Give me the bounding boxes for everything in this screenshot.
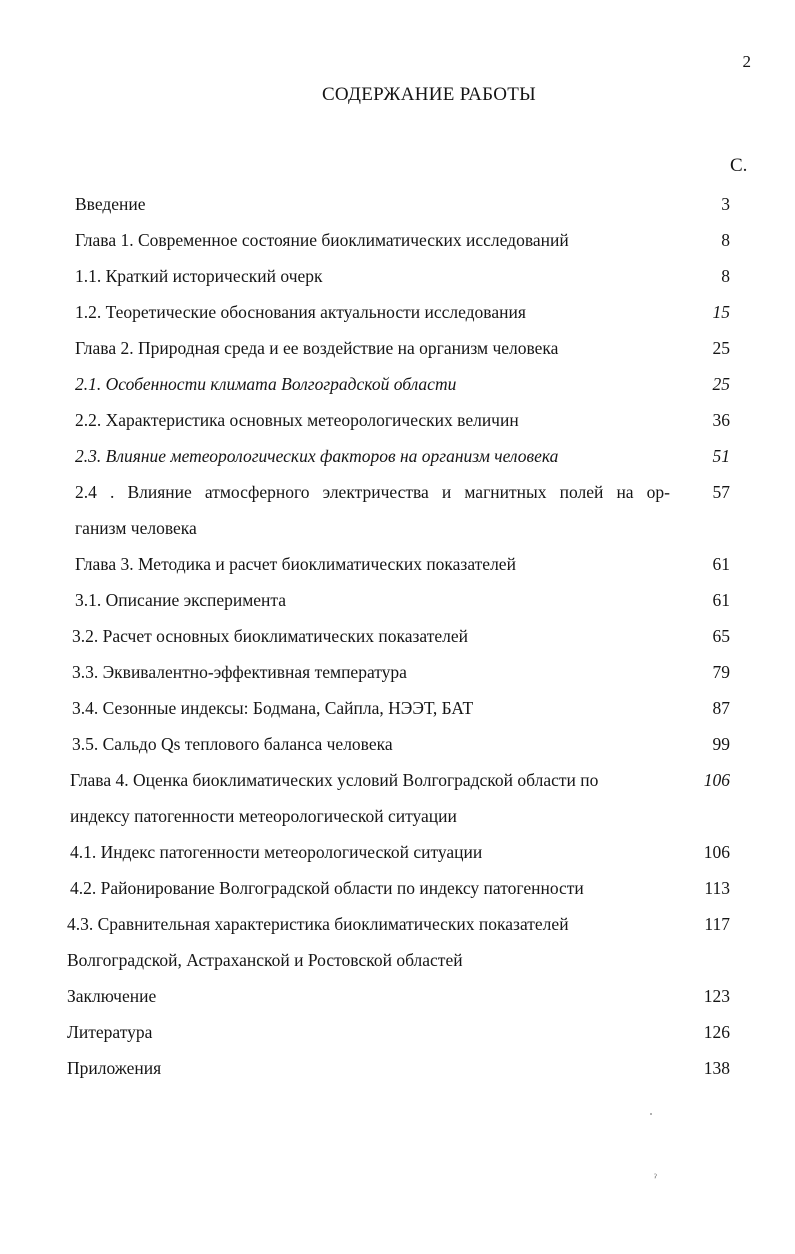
toc-entry-title: 3.5. Сальдо Qs теплового баланса человека xyxy=(72,734,393,754)
toc-entry-3-1 xyxy=(0,582,795,618)
toc-entry-page: 57 xyxy=(712,482,730,502)
toc-entry-4-3 xyxy=(0,906,795,978)
toc-entry-page: 126 xyxy=(703,1022,730,1042)
toc-entry-page: 87 xyxy=(712,698,730,718)
toc-entry-title: Заключение xyxy=(67,986,157,1006)
toc-entry-title: Введение xyxy=(75,194,146,214)
toc-entry-title-line-2: Волгоградской, Астраханской и Ростовской областей xyxy=(67,950,463,970)
toc-entry-page: 117 xyxy=(704,914,730,934)
toc-entry-title-line-2: индексу патогенности метеорологической ситуации xyxy=(70,806,457,826)
toc-entry-title-line-1: Глава 4. Оценка биоклиматических условий Волгоградской области по xyxy=(70,770,599,790)
toc-entry-title: 1.2. Теоретические обоснования актуальности исследования xyxy=(75,302,526,322)
toc-entry-title-line-1: 4.3. Сравнительная характеристика биоклиматических показателей xyxy=(67,914,569,934)
toc-entry-title: 3.4. Сезонные индексы: Бодмана, Сайпла, НЭЭТ, БАТ xyxy=(72,698,474,718)
toc-entry-page: 25 xyxy=(712,374,730,394)
toc-entry-1-2 xyxy=(0,294,795,330)
toc-entry-2-3 xyxy=(0,438,795,474)
toc-entry-title: Приложения xyxy=(67,1058,162,1078)
page-column-label: С. xyxy=(730,155,748,176)
toc-entry-page: 8 xyxy=(721,266,730,286)
table-of-contents xyxy=(0,186,795,1086)
toc-entry-title: 3.1. Описание эксперимента xyxy=(75,590,287,610)
toc-entry-3-3 xyxy=(0,654,795,690)
scan-speck xyxy=(650,1113,652,1115)
toc-entry-2-4 xyxy=(0,474,795,546)
toc-entry-page: 15 xyxy=(712,302,730,322)
toc-entry-2-1 xyxy=(0,366,795,402)
toc-entry-title: Глава 2. Природная среда и ее воздействие на организм человека xyxy=(75,338,559,358)
toc-entry-page: 25 xyxy=(712,338,730,358)
scan-artifact-mark: ˀ xyxy=(654,1172,657,1184)
toc-entry-page: 106 xyxy=(703,770,730,790)
toc-entry-page: 61 xyxy=(712,590,730,610)
toc-entry-4-1 xyxy=(0,834,795,870)
toc-entry-chapter-4 xyxy=(0,762,795,834)
toc-entry-3-4 xyxy=(0,690,795,726)
toc-entry-page: 65 xyxy=(712,626,730,646)
toc-entry-title: 4.1. Индекс патогенности метеорологической ситуации xyxy=(70,842,483,862)
toc-entry-literature xyxy=(0,1014,795,1050)
toc-entry-title: Глава 1. Современное состояние биоклиматических исследований xyxy=(75,230,569,250)
toc-entry-title: 3.2. Расчет основных биоклиматических показателей xyxy=(72,626,469,646)
toc-entry-page: 113 xyxy=(704,878,730,898)
document-title: СОДЕРЖАНИЕ РАБОТЫ xyxy=(321,84,537,105)
toc-entry-title: 3.3. Эквивалентно-эффективная температура xyxy=(72,662,407,682)
toc-entry-title: 2.2. Характеристика основных метеорологических величин xyxy=(75,410,519,430)
toc-entry-2-2 xyxy=(0,402,795,438)
toc-entry-chapter-1 xyxy=(0,222,795,258)
toc-entry-page: 3 xyxy=(721,194,730,214)
toc-entry-title: 1.1. Краткий исторический очерк xyxy=(75,266,323,286)
toc-entry-title: 4.2. Районирование Волгоградской области по индексу патогенности xyxy=(70,878,584,898)
toc-entry-title-line-2: ганизм человека xyxy=(75,518,197,538)
toc-entry-page: 123 xyxy=(703,986,730,1006)
toc-entry-page: 36 xyxy=(712,410,730,430)
toc-entry-title: Глава 3. Методика и расчет биоклиматических показателей xyxy=(75,554,516,574)
toc-entry-page: 61 xyxy=(712,554,730,574)
toc-entry-chapter-2 xyxy=(0,330,795,366)
toc-entry-title: Литература xyxy=(67,1022,153,1042)
toc-entry-chapter-3 xyxy=(0,546,795,582)
toc-entry-title-line-1: 2.4 . Влияние атмосферного электричества и магнитных полей на ор- xyxy=(75,482,670,502)
toc-entry-4-2 xyxy=(0,870,795,906)
toc-entry-appendices xyxy=(0,1050,795,1086)
toc-entry-title: 2.3. Влияние метеорологических факторов на организм человека xyxy=(75,446,559,466)
toc-entry-conclusion xyxy=(0,978,795,1014)
toc-entry-3-2 xyxy=(0,618,795,654)
toc-entry-introduction xyxy=(0,186,795,222)
toc-entry-page: 99 xyxy=(712,734,730,754)
toc-entry-3-5 xyxy=(0,726,795,762)
toc-entry-page: 106 xyxy=(703,842,730,862)
page-number: 2 xyxy=(742,52,751,71)
toc-entry-page: 79 xyxy=(712,662,730,682)
toc-entry-page: 51 xyxy=(712,446,730,466)
toc-entry-page: 8 xyxy=(721,230,730,250)
toc-entry-page: 138 xyxy=(703,1058,730,1078)
toc-entry-title: 2.1. Особенности климата Волгоградской области xyxy=(75,374,457,394)
toc-entry-1-1 xyxy=(0,258,795,294)
